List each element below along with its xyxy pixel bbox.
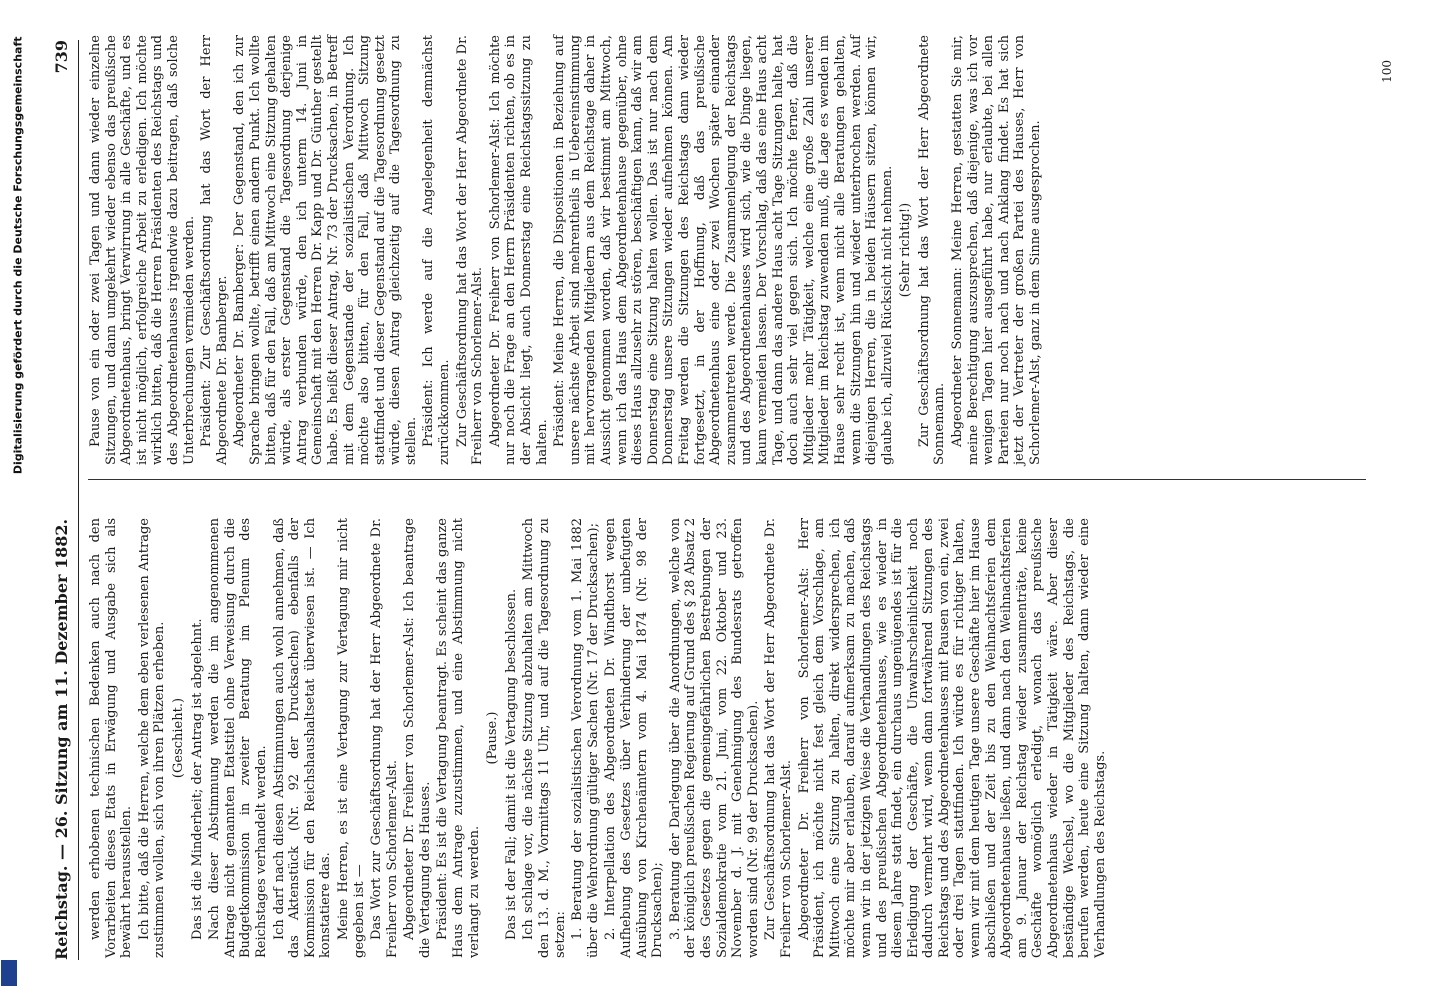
dfg-logo [1, 960, 17, 986]
paragraph: Das Wort zur Geschäftsordnung hat der Herr Abgeordnete Dr. Freiherr von Schorlemer-Alst. [369, 518, 400, 958]
paragraph: werden erhobenen technischen Bedenken auch nach den Vorarbeiten dieses Etats in Erwägung und Ausgabe sich als bewährt herausstellen. [88, 518, 135, 958]
paragraph: Präsident: Meine Herren, die Dispositionen in Beziehung auf unsere nächste Arbeit sind mehrentheils in Uebereinstimmung mit hervorragenden Mitgliedern aus dem Reichstage daher in Aussicht genommen worden, daß wir bestimmt am Mittwoch, wenn ich das Haus dem Abgeordnetenhause gegenüber, ohne dieses Haus allzusehr zu stören, beschäftigen kann, daß wir am Donnerstag eine Sitzung halten wollen. Das ist nur nach dem Donnerstag unsere Sitzungen wieder aufnehmen können. Am Freitag werden die Sitzungen des Reichstags dann wieder fortgesetzt, in der Hoffnung, daß das preußische Abgeordnetenhaus eine oder zwei Wochen später einander zusammentreten werde. Die Zusammenlegung der Reichstags und des Abgeordnetenhauses wird sich, wie die Dinge liegen, kaum vermeiden lassen. Der Vorschlag, daß das eine Haus acht Tage, und dann das andere Haus acht Tage Sitzungen halte, hat doch auch sehr viel gegen sich. Ich möchte ferner, daß die Mitglieder mehr Tätigkeit, welche eine große Zahl unserer Mitglieder im Reichstag zuwenden muß, die Lage es wenden im Hause sehr recht ist, wenn nicht alle Beratungen gehalten, wenn die Sitzungen hin und wieder unterbrochen werden. Auf diejenigen Herren, die in beiden Häusern sitzen, können wir, glaube ich, allzuviel Rücksicht nicht nehmen. [552, 35, 895, 465]
paragraph: Meine Herren, es ist eine Vertagung zur Vertagung mir nicht gegeben ist — [335, 518, 367, 958]
left-text-column [88, 518, 1366, 958]
paragraph: Präsident: Zur Geschäftsordnung hat das Wort der Herr Abgeordnete Dr. Bamberger. [199, 35, 230, 465]
paragraph: Nach dieser Abstimmung werden die im angenommenen Antrage nicht genannten Etatstitel ohne Verweisung durch die Budgetkommission in zweiter Beratung im Plenum des Reichstages verhandelt werden. [207, 518, 269, 958]
page-header [44, 40, 79, 960]
paragraph: Abgeordneter Dr. Bamberger: Der Gegenstand, den ich zur Sprache bringen wollte, betrifft einen andern Punkt. Ich wollte bitten, daß für den Fall, daß am Mittwoch eine Sitzung gehalten würde, als erster Gegenstand die Tagesordnung derjenige Antrag verbunden würde, den ich unterm 14. Juni in Gemeinschaft mit den Herren Dr. Kapp und Dr. Günther gestellt habe. Es heißt dieser Antrag, Nr. 73 der Drucksachen, in Betreff mit dem Gegenstande der sozialistischen Verordnung. Ich möchte also bitten, für den Fall, daß Mittwoch Sitzung stattfindet und dieser Gegenstand auf die Tagesordnung gesetzt würde, diesen Antrag gleichzeitig auf die Tagesordnung zu stellen. [232, 35, 419, 465]
paragraph: Abgeordneter Dr. Freiherr von Schorlemer-Alst: Herr Präsident, ich möchte nicht fest gleich dem Vorschlage, am Mittwoch eine Sitzung zu halten, direkt widersprechen, ich möchte mir aber erlauben, darauf aufmerksam zu machen, daß wenn wir in der jetzigen Weise die Verhandlungen des Reichstags und des preußischen Abgeordnetenhauses, wie es wieder in diesem Jahre statt findet, ein durchaus ungenügendes ist für die Erledigung der Geschäfte, die Unwahrscheinlichkeit noch dadurch vermehrt wird, wenn dann fortwährend Sitzungen des Reichstags und des Abgeordnetenhauses mit Pausen von ein, zwei oder drei Tagen stattfinden. Ich würde es für richtiger halten, wenn wir mit dem heutigen Tage unsere Geschäfte hier im Hause abschließen und der Zeit bis zu den Weihnachtsferien dem Abgeordnetenhause ließen, und dann nach den Weihnachtsferien am 9. Januar der Reichstag wieder zusammenträte, keine Geschäfte womöglich erledigt, wonach das preußische Abgeordnetenhaus wieder in Tätigkeit wäre. Aber dieser beständige Wechsel, wo die Mitglieder des Reichstags, die berufen werden, heute eine Sitzung halten, dann wieder eine Verhandlungen des Reichstags. [796, 518, 1108, 958]
paragraph: Präsident: Es ist die Vertagung beantragt. Es scheint das ganze Haus dem Antrage zuzustimmen, und eine Abstimmung nicht verlangt zu werden. [435, 518, 482, 958]
paragraph: 2. Interpellation des Abgeordneten Dr. Windthorst wegen Aufhebung des Gesetzes über Verhinderung der unbefugten Ausübung von Kirchenämtern vom 4. Mai 1874 (Nr. 98 der Drucksachen); [603, 518, 666, 958]
footer-mark: 100 [1380, 60, 1394, 83]
credit-sidebar [0, 0, 25, 1000]
paragraph: (Pause.) [485, 711, 501, 765]
paragraph: (Sehr richtig!) [898, 202, 914, 298]
paragraph: 1. Beratung der sozialistischen Verordnung vom 1. Mai 1882 über die Wehrordnung gültiger Sachen (Nr. 17 der Drucksachen); [570, 518, 601, 958]
paragraph: Pause von ein oder zwei Tagen und dann wieder einzelne Sitzungen, und dann umgekehrt wieder ebenso das preußische Abgeordnetenhaus, bringt Verwirrung in alle Geschäfte, und es ist nicht möglich, erfolgreiche Arbeit zu erledigen. Ich möchte wirklich bitten, daß die Herren Präsidenten des Reichstags und des Abgeordnetenhauses irgendwie dazu beitragen, daß solche Unterbrechungen vermieden werden. [88, 35, 197, 465]
paragraph: Zur Geschäftsordnung hat das Wort der Herr Abgeordnete Dr. Freiherr von Schorlemer-Alst. [454, 35, 486, 465]
paragraph: Zur Geschäftsordnung hat das Wort der Herr Abgeordnete Dr. Freiherr von Schorlemer-Alst. [763, 518, 794, 958]
paragraph: Zur Geschäftsordnung hat das Wort der Herr Abgeordnete Sonnemann. [916, 35, 948, 465]
paragraph: Abgeordneter Dr. Freiherr von Schorlemer-Alst: Ich beantrage die Vertagung des Hauses. [402, 518, 433, 958]
paragraph: 3. Beratung der Darlegung über die Anordnungen, welche von der königlich preußischen Regierung auf Grund des § 28 Absatz 2 des Gesetzes gegen die gemeingefährlichen Bestrebungen der Sozialdemokratie vom 21. Juni, vom 22. Oktober und 23. November d. J. mit Genehmigung des Bundesrats getroffen worden sind (Nr. 99 der Drucksachen). [667, 518, 761, 958]
paragraph: Ich darf nach diesen Abstimmungen auch wohl annehmen, daß das Aktenstück (Nr. 92 der Drucksachen) ebenfalls der Kommission für den Reichshaushaltsetat überwiesen ist. — Ich konstatiere das. [271, 518, 334, 958]
right-text-column [88, 35, 1366, 480]
paragraph: Das ist der Fall; damit ist die Vertagung beschlossen. [503, 588, 519, 940]
credit-text: Digitalisierung gefördert durch die Deutsche Forschungsgemeinschaft [11, 36, 25, 475]
paragraph: (Geschieht.) [170, 697, 186, 779]
paragraph: Präsident: Ich werde auf die Angelegenheit demnächst zurückkommen. [421, 35, 453, 465]
paragraph: Das ist die Minderheit; der Antrag ist abgelehnt. [189, 618, 205, 940]
page-number: 739 [51, 40, 71, 74]
paragraph: Abgeordneter Sonnemann: Meine Herren, gestatten Sie mir, meine Berechtigung auszusprechen, daß diejenige, was ich vor wenigen Tagen hier ausgeführt habe, nur erlaubte, bei allen Parteien nur noch nach und nach Anklang findet. Es hat sich jetzt der Vertreter der großen Partei des Hauses, Herr von Schorlemer-Alst, ganz in dem Sinne ausgesprochen. [950, 35, 1044, 465]
header-left: Reichstag. — 26. Sitzung am 11. Dezember 1882. [51, 518, 71, 960]
paragraph: Abgeordneter Dr. Freiherr von Schorlemer-Alst: Ich möchte nur noch die Frage an den Herrn Präsidenten richten, ob es in der Absicht liegt, auch Donnerstag eine Reichstagssitzung zu halten. [487, 35, 550, 465]
paragraph: Ich schlage vor, die nächste Sitzung abzuhalten am Mittwoch den 13. d. M., Vormittags 11 Uhr, und auf die Tagesordnung zu setzen: [521, 518, 568, 958]
document-page [26, 0, 1406, 1000]
paragraph: Ich bitte, daß die Herren, welche dem eben verlesenen Antrage zustimmen wollen, sich von ihren Plätzen erheben. [136, 518, 168, 958]
